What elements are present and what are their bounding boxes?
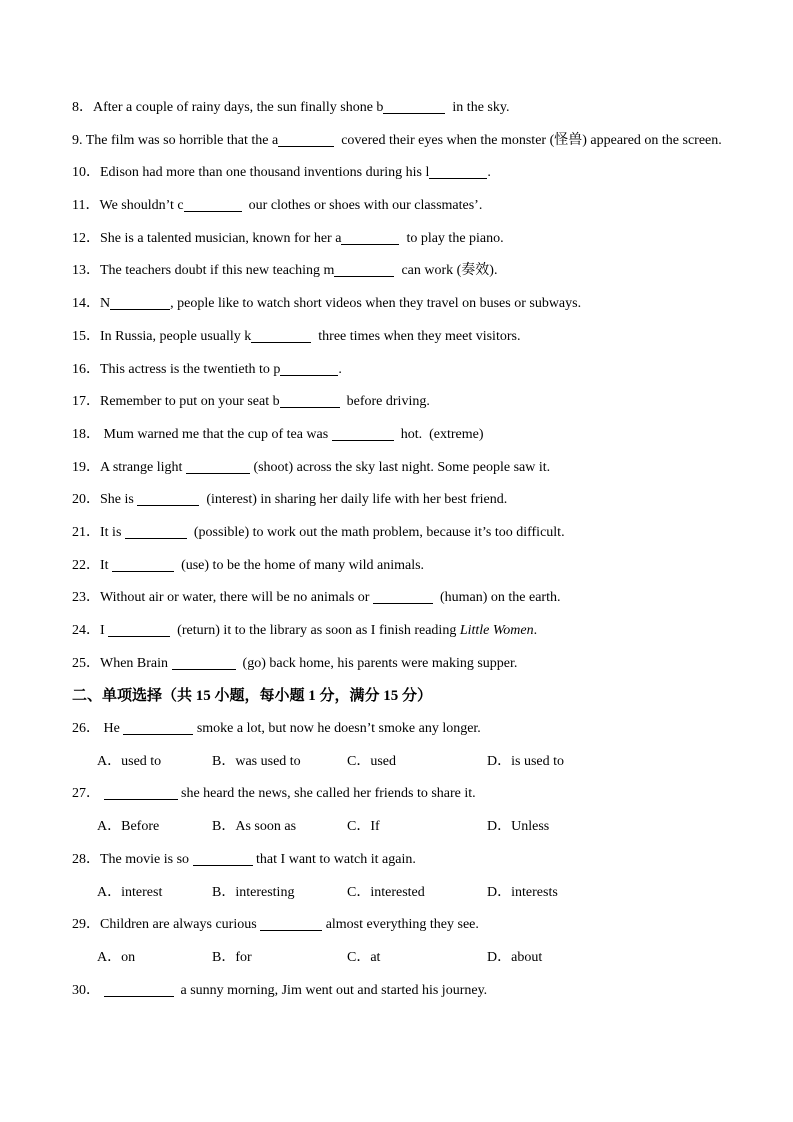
question-number: 9. (72, 132, 86, 148)
question-text: The film was so horrible that the a (85, 132, 279, 148)
question-line (72, 92, 733, 125)
option-text: If (370, 819, 380, 835)
option-label: C． (347, 753, 371, 769)
question-text: It (100, 557, 113, 573)
question-line (72, 386, 733, 419)
option-text: is used to (511, 753, 565, 769)
question-text: Without air or water, there will be no animals or (100, 590, 373, 606)
option-text: interests (511, 884, 558, 900)
answer-blank (251, 329, 311, 343)
question-text: she heard the news, she called her friends to share it. (177, 786, 476, 802)
answer-blank (172, 656, 236, 670)
question-text: (interest) in sharing her daily life with her best friend. (199, 492, 508, 508)
option-label: B． (212, 819, 236, 835)
answer-blank (373, 590, 433, 604)
question-text: can work (奏效). (394, 263, 498, 279)
answer-blank (260, 917, 322, 931)
question-text: We shouldn’t c (99, 198, 184, 214)
question-text: A strange light (100, 459, 186, 475)
option-text: was used to (235, 753, 301, 769)
option-text: about (511, 949, 543, 965)
answer-blank (184, 198, 242, 212)
question-line (72, 484, 733, 517)
option-label: C． (347, 819, 371, 835)
question-number: 19． (72, 459, 100, 475)
options-row (72, 811, 733, 844)
question-number: 29． (72, 917, 100, 933)
question-text: Little Women (459, 623, 534, 638)
question-text: , people like to watch short videos when they travel on buses or subways. (170, 296, 582, 312)
answer-blank (332, 427, 394, 441)
option-text: used (370, 753, 397, 769)
question-text: . (533, 623, 538, 638)
question-text: Edison had more than one thousand inventions during his l (100, 165, 430, 181)
question-text: (human) on the earth. (432, 590, 561, 606)
question-text: a sunny morning, Jim went out and started his journey. (173, 982, 488, 998)
question-number: 14． (72, 296, 100, 312)
question-text: (go) back home, his parents were making supper. (235, 655, 518, 671)
option-B (212, 811, 347, 844)
option-text: for (235, 949, 252, 965)
question-number: 8． (72, 100, 93, 115)
question-text: our clothes or shoes with our classmates’. (241, 198, 483, 214)
option-label: C． (347, 884, 371, 900)
question-text: (shoot) across the sky last night. Some people saw it. (249, 459, 551, 475)
question-text: (possible) to work out the math problem, because it’s too difficult. (186, 524, 565, 540)
option-text: at (370, 949, 381, 965)
option-text: on (121, 949, 136, 965)
question-number: 13． (72, 263, 100, 279)
answer-blank (341, 231, 399, 245)
option-label: A． (97, 753, 122, 769)
option-B (212, 746, 347, 779)
answer-blank (334, 263, 394, 277)
option-label: A． (97, 819, 122, 835)
question-line (72, 844, 733, 877)
option-D (487, 746, 564, 779)
option-A (97, 811, 212, 844)
answer-blank (123, 721, 193, 735)
option-C (347, 746, 487, 779)
question-text: in the sky. (445, 100, 510, 115)
question-line (72, 909, 733, 942)
option-label: D． (487, 949, 512, 965)
question-number: 15． (72, 328, 100, 344)
answer-blank (383, 100, 445, 114)
option-D (487, 877, 558, 910)
answer-blank (186, 460, 250, 474)
option-text: Unless (511, 819, 550, 835)
section-heading: 二、单项选择（共 15 小题，每小题 1 分，满分 15 分） (72, 688, 433, 705)
question-number: 16． (72, 361, 100, 377)
option-A (97, 746, 212, 779)
question-text: Mum warned me that the cup of tea was (103, 426, 332, 442)
answer-blank (137, 492, 199, 506)
option-C (347, 942, 487, 975)
option-label: B． (212, 949, 236, 965)
option-label: B． (212, 753, 236, 769)
question-number: 27． (72, 786, 100, 802)
options-row (72, 877, 733, 910)
question-line (72, 713, 733, 746)
answer-blank (108, 623, 170, 637)
question-text: (return) it to the library as soon as I finish reading (170, 623, 460, 638)
answer-blank (104, 786, 178, 800)
question-line (72, 452, 733, 485)
question-line (72, 419, 733, 452)
question-text: He (103, 721, 124, 737)
question-text: . (487, 165, 491, 181)
question-number: 25． (72, 655, 100, 671)
question-text: The movie is so (100, 851, 193, 867)
option-B (212, 877, 347, 910)
option-label: C． (347, 949, 371, 965)
question-line (72, 778, 733, 811)
question-text: She is (100, 492, 138, 508)
question-text: Remember to put on your seat b (100, 394, 280, 410)
options-row (72, 942, 733, 975)
option-text: interest (121, 884, 163, 900)
answer-blank (278, 133, 334, 147)
question-number: 18． (72, 426, 104, 442)
option-D (487, 942, 542, 975)
answer-blank (429, 165, 487, 179)
question-line (72, 615, 733, 648)
option-B (212, 942, 347, 975)
option-text: used to (121, 753, 162, 769)
question-number: 12． (72, 230, 100, 246)
option-C (347, 811, 487, 844)
options-row (72, 746, 733, 779)
option-text: interesting (235, 884, 295, 900)
question-line (72, 648, 733, 681)
question-text: N (100, 296, 111, 312)
option-A (97, 942, 212, 975)
question-line (72, 223, 733, 256)
question-line (72, 975, 733, 1008)
question-text: that I want to watch it again. (252, 851, 416, 867)
option-label: A． (97, 949, 122, 965)
question-number: 26． (72, 721, 104, 737)
question-text: The teachers doubt if this new teaching m (100, 263, 335, 279)
option-C (347, 877, 487, 910)
answer-blank (280, 394, 340, 408)
question-text: Children are always curious (100, 917, 261, 933)
question-text: three times when they meet visitors. (311, 328, 521, 344)
question-number: 23． (72, 590, 100, 606)
question-line (72, 354, 733, 387)
answer-blank (112, 558, 174, 572)
question-text: After a couple of rainy days, the sun finally shone b (93, 100, 384, 115)
question-number: 11． (72, 198, 100, 214)
question-line (72, 190, 733, 223)
question-line (72, 125, 733, 158)
question-number: 28． (72, 851, 100, 867)
option-text: As soon as (235, 819, 297, 835)
question-number: 30． (72, 982, 100, 998)
question-text: covered their eyes when the monster (怪兽) appeared on the screen. (334, 132, 722, 148)
question-line (72, 288, 733, 321)
question-number: 24． (72, 623, 100, 638)
question-line (72, 157, 733, 190)
question-number: 21． (72, 524, 100, 540)
option-label: A． (97, 884, 122, 900)
question-line (72, 321, 733, 354)
question-text: When Brain (100, 655, 172, 671)
question-line (72, 550, 733, 583)
option-label: D． (487, 819, 512, 835)
question-text: before driving. (339, 394, 430, 410)
option-label: D． (487, 753, 512, 769)
option-A (97, 877, 212, 910)
option-label: B． (212, 884, 236, 900)
question-text: hot. (extreme) (393, 426, 484, 442)
answer-blank (280, 362, 338, 376)
question-text: smoke a lot, but now he doesn’t smoke any longer. (193, 721, 481, 737)
option-text: Before (121, 819, 160, 835)
option-D (487, 811, 549, 844)
question-line (72, 255, 733, 288)
question-text: I (100, 623, 109, 638)
question-text: . (338, 361, 342, 377)
question-text: to play the piano. (399, 230, 504, 246)
answer-blank (193, 852, 253, 866)
answer-blank (125, 525, 187, 539)
question-number: 20． (72, 492, 100, 508)
question-text: In Russia, people usually k (100, 328, 252, 344)
option-label: D． (487, 884, 512, 900)
question-line (72, 582, 733, 615)
answer-blank (110, 296, 170, 310)
question-text: almost everything they see. (322, 917, 479, 933)
question-text: It is (100, 524, 125, 540)
question-number: 10． (72, 165, 100, 181)
question-text: (use) to be the home of many wild animals. (174, 557, 425, 573)
answer-blank (104, 983, 174, 997)
option-text: interested (370, 884, 425, 900)
question-text: This actress is the twentieth to p (100, 361, 281, 377)
question-number: 17． (72, 394, 100, 410)
question-text: She is a talented musician, known for her a (100, 230, 342, 246)
question-line (72, 517, 733, 550)
question-number: 22． (72, 557, 100, 573)
